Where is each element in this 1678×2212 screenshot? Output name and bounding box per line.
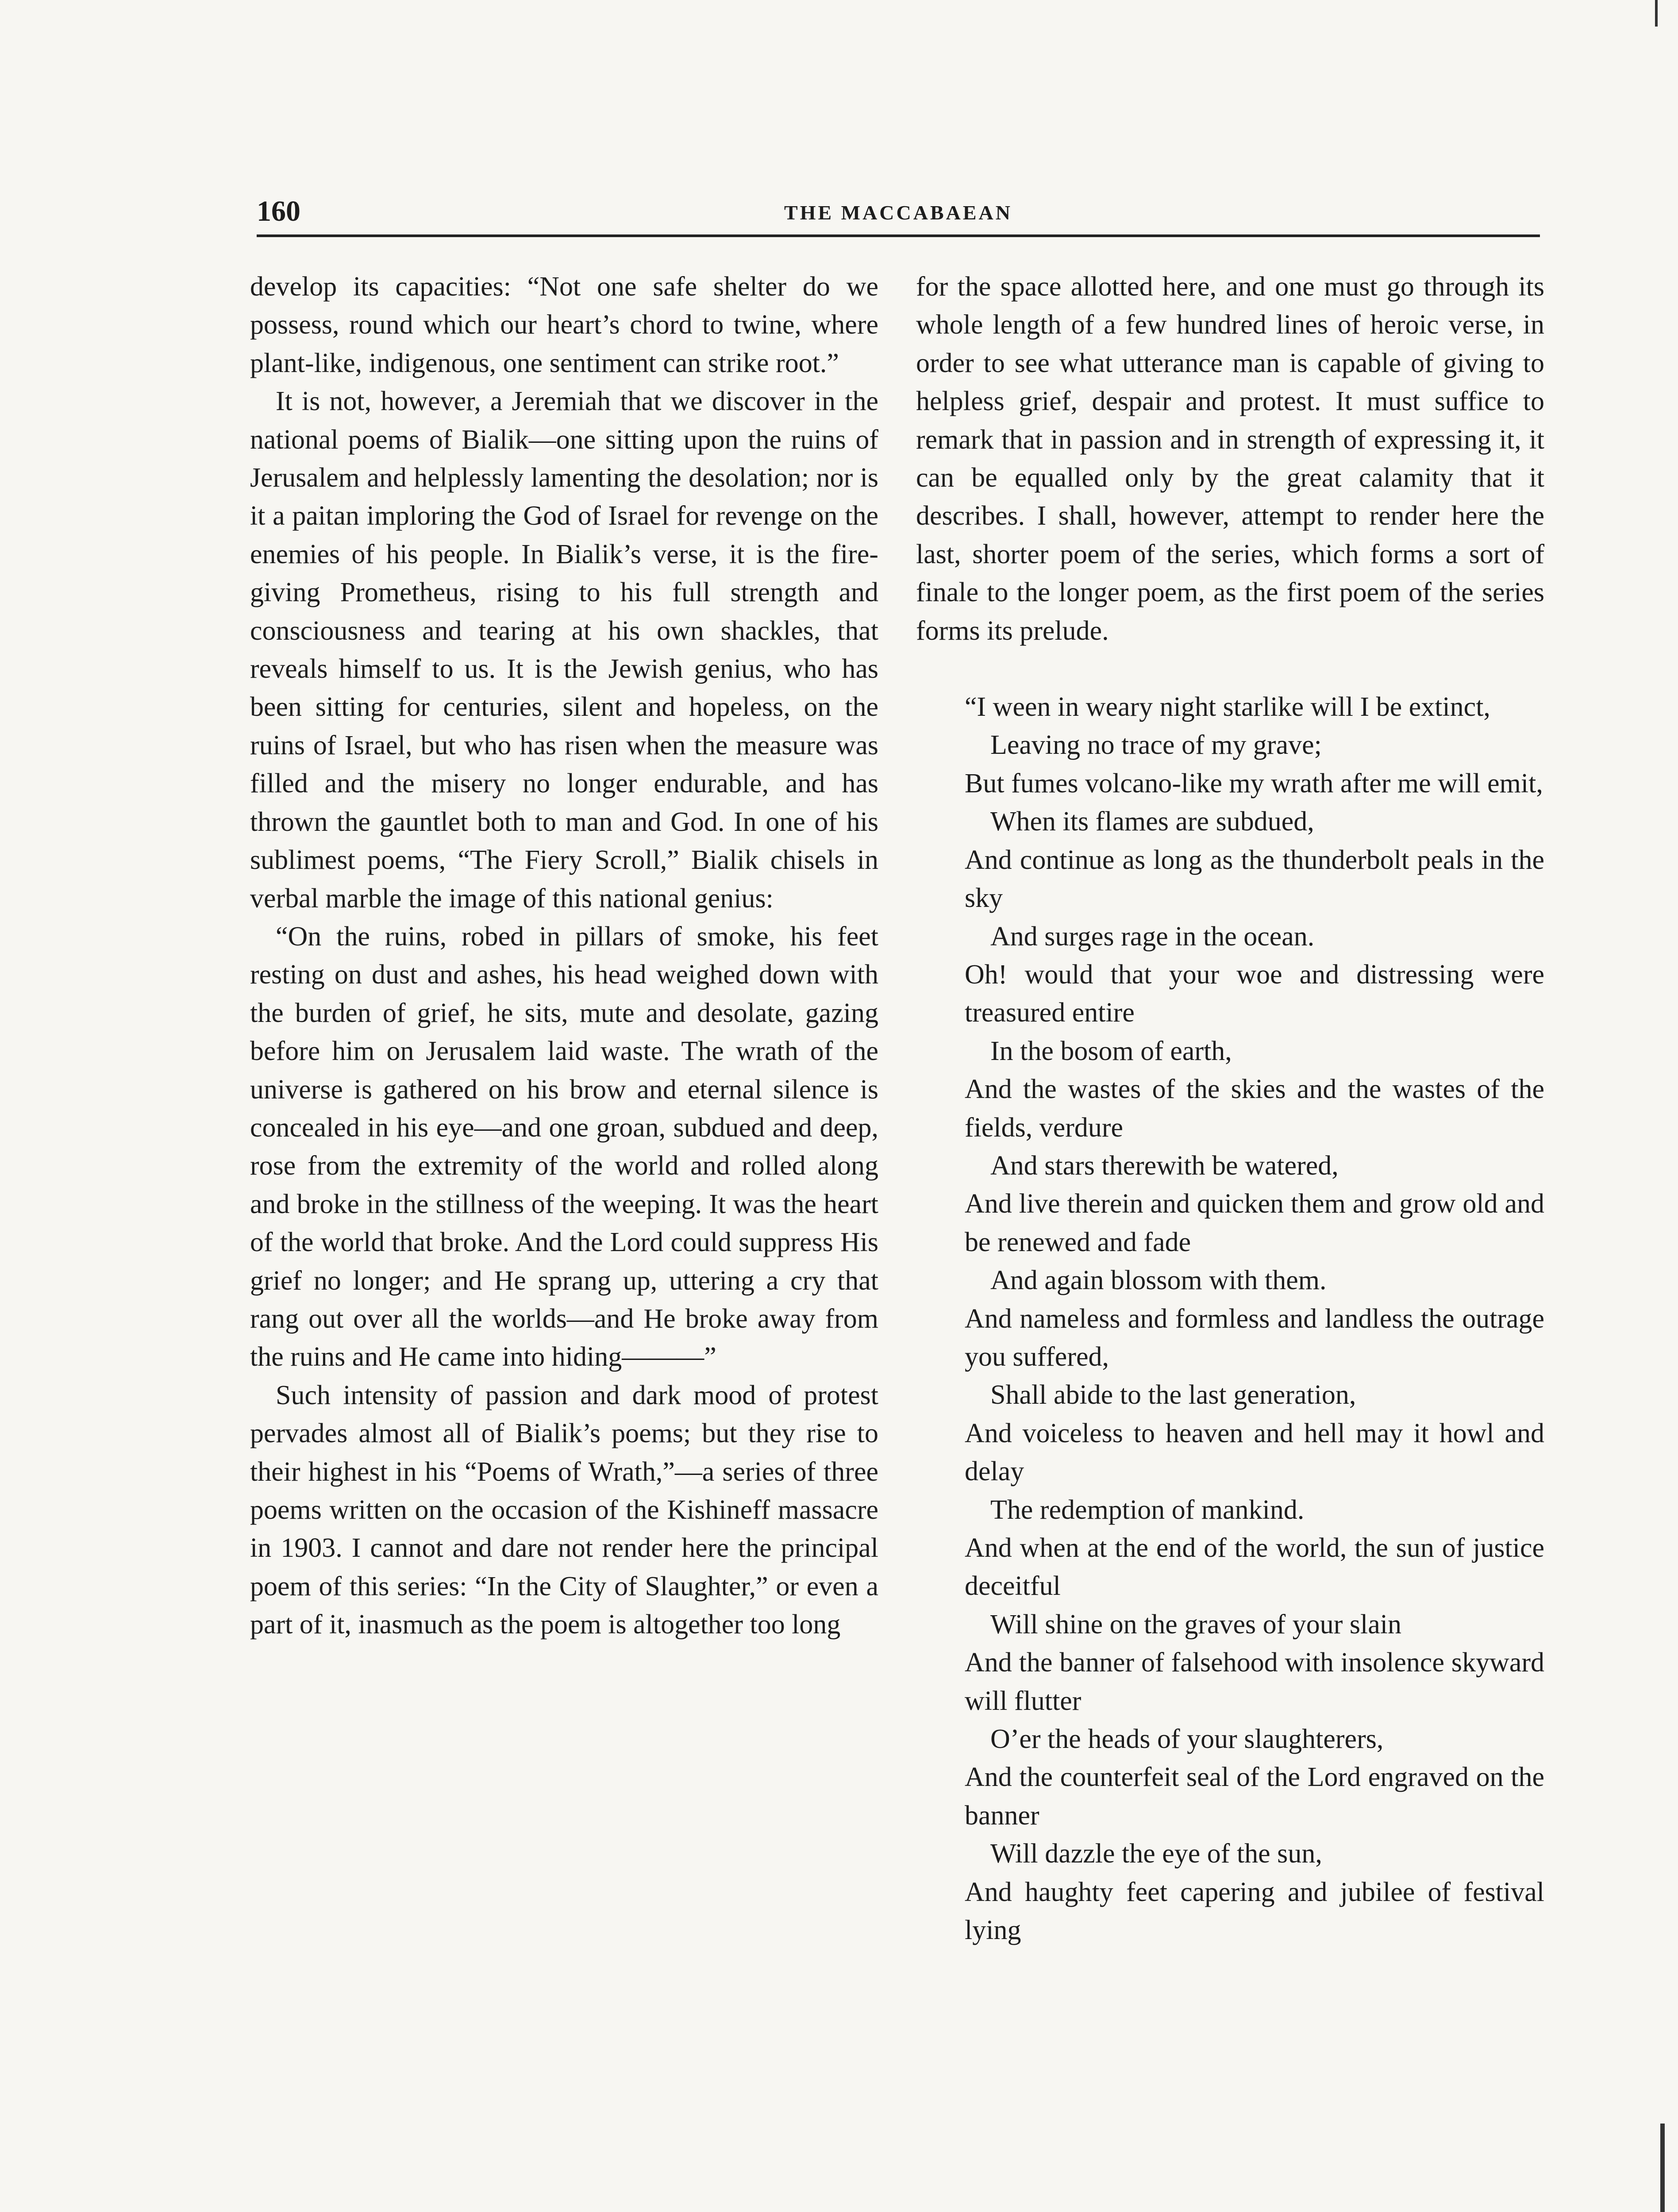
paragraph: “On the ruins, robed in pillars of smoke, his feet resting on dust and ashes, his head weighed down with the burden of grief, he sits, mute and desolate, gazing before him on Jerusalem laid waste. The wrath of the universe is gathered on his brow and eternal silence is concealed in his eye—and one groan, subdued and deep, rose from the extremity of the world and rolled along and broke in the stillness of the weeping. It was the heart of the world that broke. And the Lord could suppress His grief no longer; and He sprang up, uttering a cry that rang out over all the worlds—and He broke away from the ruins and He came into hiding———” [250,921,878,1372]
poem-line: Shall abide to the last generation, [990,1380,1356,1410]
poem-block [916,688,1544,1949]
poem-line: Leaving no trace of my grave; [990,730,1322,760]
poem-line: When its flames are subdued, [990,806,1314,837]
poem-line: And surges rage in the ocean. [990,921,1315,952]
paragraph: for the space allotted here, and one must go through its whole length of a few hundred lines of heroic verse, in order to see what utterance man is capable of giving to helpless grief, despair and protest. It must suffice to remark that in passion and in strength of expressing it, it can be equalled only by the great calamity that it describes. I shall, however, attempt to render here the last, shorter poem of the series, which forms a sort of finale to the longer poem, as the first poem of the series forms its prelude. [916,272,1544,646]
poem-line: And the wastes of the skies and the wastes of the fields, verdure [965,1074,1544,1143]
poem-line: And stars therewith be watered, [990,1150,1339,1181]
paragraph: develop its capacities: “Not one safe shelter do we possess, round which our heart’s chord to twine, where plant-like, indigenous, one sentiment can strike root.” [250,272,878,378]
poem-line: O’er the heads of your slaughterers, [990,1724,1384,1755]
poem-line: And haughty feet capering and jubilee of festival lying [965,1877,1544,1946]
poem-line: Oh! would that your woe and distressing were treasured entire [965,959,1544,1028]
poem-line: And voiceless to heaven and hell may it howl and delay [965,1418,1544,1487]
header-rule [257,234,1540,237]
page-number: 160 [257,195,300,227]
paragraph: Such intensity of passion and dark mood of protest pervades almost all of Bialik’s poems; but they rise to their highest in his “Poems of Wrath,”—a series of three poems written on the occasion of the Kishineff massacre in 1903. I cannot and dare not render here the principal poem of this series: “In the City of Slaughter,” or even a part of it, inasmuch as the poem is altogether too long [250,1380,878,1640]
poem-line: And nameless and formless and landless the outrage you suffered, [965,1303,1544,1372]
poem-line: But fumes volcano-like my wrath after me will emit, [965,768,1543,799]
poem-line: Will shine on the graves of your slain [990,1609,1402,1640]
right-column [916,268,1544,1949]
scan-edge-mark [1660,2124,1665,2212]
scan-edge-mark [1655,0,1658,27]
poem-line: And the banner of falsehood with insolence skyward will flutter [965,1647,1544,1716]
poem-line: The redemption of mankind. [990,1494,1305,1525]
poem-line: Will dazzle the eye of the sun, [990,1839,1322,1869]
poem-line: And when at the end of the world, the sun of justice deceitful [965,1533,1544,1601]
poem-line: And continue as long as the thunderbolt peals in the sky [965,845,1544,914]
poem-line: And the counterfeit seal of the Lord engraved on the banner [965,1762,1544,1831]
poem-line: And live therein and quicken them and grow old and be renewed and fade [965,1189,1544,1257]
running-head: THE MACCABAEAN [784,201,1012,224]
left-column [250,268,878,1644]
page-header [257,195,1540,234]
paragraph: It is not, however, a Jeremiah that we discover in the national poems of Bialik—one sitting upon the ruins of Jerusalem and helplessly lamenting the desolation; nor is it a paitan imploring the God of Israel for revenge on the enemies of his people. In Bialik’s verse, it is the fire-giving Prometheus, rising to his full strength and consciousness and tearing at his own shackles, that reveals himself to us. It is the Jewish genius, who has been sitting for centuries, silent and hopeless, on the ruins of Israel, but who has risen when the measure was filled and the misery no longer endurable, and has thrown the gauntlet both to man and God. In one of his sublimest poems, “The Fiery Scroll,” Bialik chisels in verbal marble the image of this national genius: [250,386,878,914]
poem-line: “I ween in weary night starlike will I be extinct, [965,692,1490,722]
poem-line: And again blossom with them. [990,1265,1327,1296]
poem-line: In the bosom of earth, [990,1036,1232,1066]
